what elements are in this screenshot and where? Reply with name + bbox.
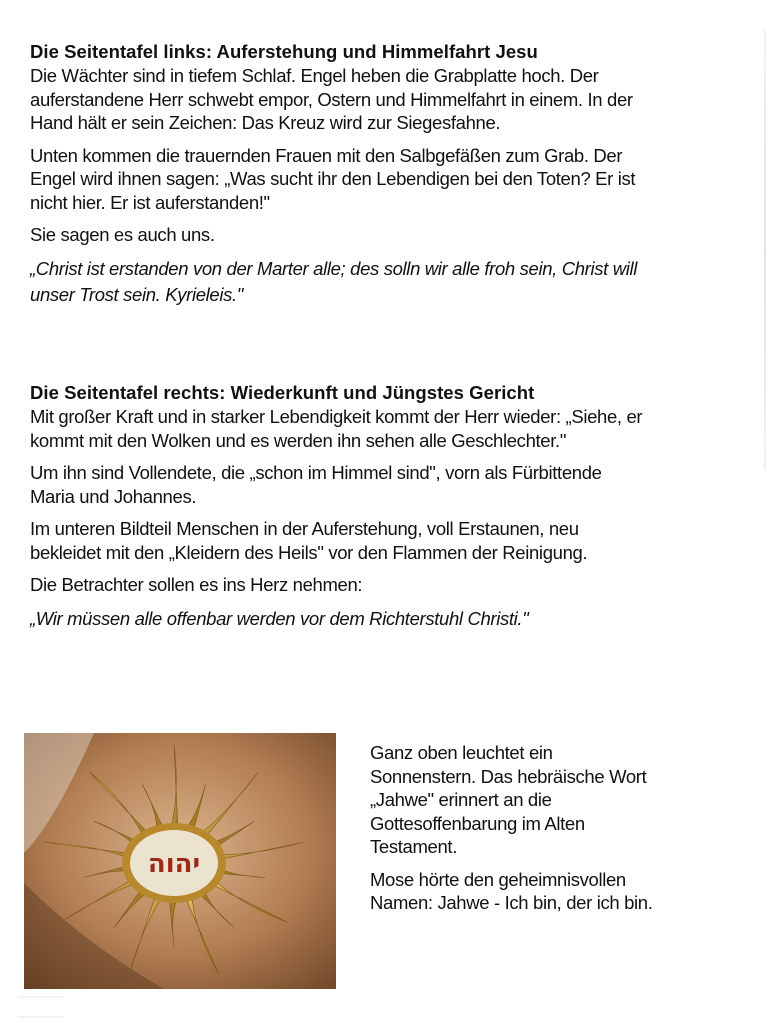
paragraph: Im unteren Bildteil Menschen in der Auferstehung, voll Erstaunen, neu bekleidet mit den „Kleidern des Heils" vor den Flammen der Reinigung.: [30, 518, 588, 563]
section-left-panel: [30, 40, 650, 317]
paragraph: Sie sagen es auch uns.: [30, 224, 215, 245]
caption-paragraph: Ganz oben leuchtet ein Sonnenstern. Das hebräische Wort „Jahwe" erinnert an die Gottesoffenbarung im Alten Testament.: [370, 742, 647, 857]
paragraph: Die Betrachter sollen es ins Herz nehmen:: [30, 574, 363, 595]
sunburst-photo: [24, 733, 336, 989]
section-heading: Die Seitentafel links: Auferstehung und Himmelfahrt Jesu: [30, 41, 538, 62]
sunburst-image: [24, 733, 336, 989]
image-caption: [370, 741, 660, 924]
paragraph: Die Wächter sind in tiefem Schlaf. Engel heben die Grabplatte hoch. Der auferstandene Herr schwebt empor, Ostern und Himmelfahrt in einem. In der Hand hält er sein Zeichen: Das Kreuz wird zur Siegesfahne.: [30, 65, 633, 133]
faint-mark: [18, 996, 64, 998]
hebrew-inscription: יהוה: [147, 849, 201, 879]
page-edge-shadow: [764, 30, 766, 470]
caption-paragraph: Mose hörte den geheimnisvollen Namen: Jahwe - Ich bin, der ich bin.: [370, 868, 653, 913]
section-heading: Die Seitentafel rechts: Wiederkunft und Jüngstes Gericht: [30, 382, 535, 403]
section-right-panel: [30, 381, 650, 641]
hymn-quote: „Christ ist erstanden von der Marter alle; des solln wir alle froh sein, Christ will unser Trost sein. Kyrieleis.": [30, 257, 638, 305]
paragraph: Unten kommen die trauernden Frauen mit den Salbgefäßen zum Grab. Der Engel wird ihnen sagen: „Was sucht ihr den Lebendigen bei den Toten? Er ist nicht hier. Er ist auferstanden!": [30, 144, 636, 213]
faint-mark: [18, 1016, 64, 1018]
paragraph: Um ihn sind Vollendete, die „schon im Himmel sind", vorn als Fürbittende Maria und Johannes.: [30, 462, 602, 507]
paragraph: Mit großer Kraft und in starker Lebendigkeit kommt der Herr wieder: „Siehe, er kommt mit den Wolken und es werden ihn sehen alle Geschlechter.": [30, 406, 643, 451]
scripture-quote: „Wir müssen alle offenbar werden vor dem Richterstuhl Christi.": [30, 607, 529, 629]
